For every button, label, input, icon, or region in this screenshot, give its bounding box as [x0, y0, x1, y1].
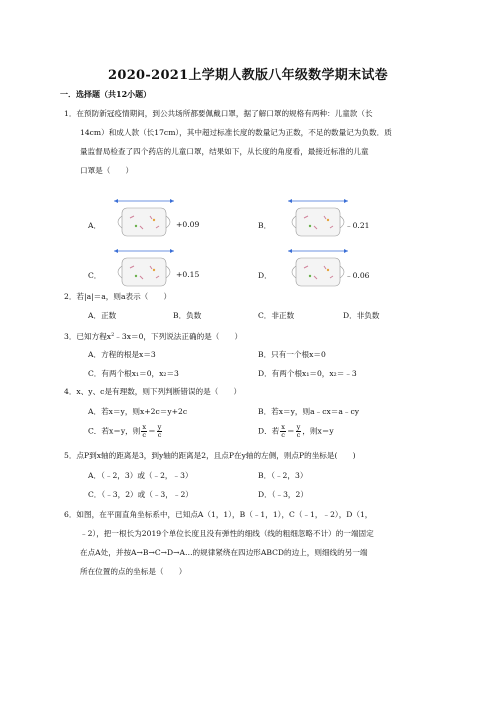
- q1-line-2: 14cm）和成人款（长17cm），其中超过标准长度的数量记为正数，不足的数量记为负数．质: [80, 128, 392, 137]
- exam-title: 2020-2021上学期人教版八年级数学期末试卷: [108, 68, 388, 83]
- q3-option-c: C．有两个根x₁＝0，x₂＝3: [88, 369, 179, 378]
- q4-option-c: C．若x＝y，则 $\frac{x}{c}$ ＝ $\frac{y}{c}$: [88, 423, 162, 439]
- q1-option-c-value: +0.15: [176, 270, 200, 279]
- q5-option-d: D．（﹣3，2）: [258, 490, 308, 499]
- frac-denominator: c: [281, 431, 285, 439]
- q6-line-4: 所在位置的点的坐标是（ ）: [80, 567, 187, 576]
- q3-stem-b: ﹣3x＝0，下列说法正确的是（ ）: [114, 332, 243, 341]
- q1-option-d-label: D．: [258, 271, 272, 280]
- q1-option-a-label: A．: [88, 221, 102, 230]
- mask-image-b: [284, 196, 352, 242]
- q3-stem: [64, 330, 242, 342]
- q4-option-b: B．若x＝y，则a﹣cx＝a﹣cy: [258, 407, 360, 416]
- q2-stem: 2．若|a|＝a，则a表示（ ）: [64, 292, 172, 301]
- q3-stem-sup: 2: [111, 332, 115, 338]
- q3-option-d: D．有两个根x₁＝0，x₂＝﹣3: [258, 369, 357, 378]
- q4-option-d-prefix: D．若: [258, 426, 280, 436]
- q2-option-d: D．非负数: [343, 311, 380, 320]
- q4-option-d: D．若 $\frac{x}{c}$ ＝ $\frac{y}{c}$ ，则x＝y: [258, 423, 334, 439]
- q1-line-4: 口罩是（ ）: [80, 166, 134, 175]
- q4-option-c-prefix: C．若x＝y，则: [88, 426, 141, 436]
- q6-line-3: 在点A处，并按A→B→C→D→A…的规律紧绕在四边形ABCD的边上，则细线的另一端: [80, 548, 368, 557]
- q1-option-a-value: +0.09: [176, 220, 200, 229]
- mask-image-c: [110, 246, 178, 292]
- q2-option-c: C．非正数: [258, 311, 295, 320]
- q4-option-a: A．若x＝y，则x+2c＝y+2c: [88, 407, 188, 416]
- mask-image-d: [284, 246, 352, 292]
- q5-stem: 5．点P到x轴的距离是3，到y轴的距离是2，且点P在y轴的左侧，则点P的坐标是( ): [64, 451, 356, 460]
- q5-option-b: B．（﹣2，3）: [258, 471, 308, 480]
- q4-option-c-fraction-left: [141, 424, 147, 439]
- q4-option-d-suffix: ，则x＝y: [302, 426, 334, 436]
- q4-option-d-fraction-right: [296, 424, 302, 439]
- frac-numerator: y: [157, 423, 162, 431]
- q4-option-c-fraction-right: [157, 424, 163, 439]
- q6-line-2: ﹣2），把一根长为2019个单位长度且没有弹性的细线（线的粗细忽略不计）的一端固定: [80, 529, 374, 538]
- q1-line-3: 量监督局检查了四个药店的儿童口罩，结果如下，从长度的角度看，最接近标准的儿童: [80, 147, 369, 156]
- frac-numerator: x: [281, 423, 285, 431]
- q4-option-d-fraction-left: [280, 424, 286, 439]
- q3-stem-a: 3．已知方程x: [64, 332, 112, 341]
- frac-numerator: y: [296, 423, 301, 431]
- mask-image-a: [110, 196, 178, 242]
- q1-option-c-label: C．: [88, 271, 102, 280]
- q6-line-1: 6．如图，在平面直角坐标系中，已知点A（1，1），B（﹣1，1），C（﹣1，﹣2），D（1，: [64, 510, 373, 519]
- q1-option-b-value: ﹣0.21: [345, 221, 370, 230]
- frac-numerator: x: [142, 423, 147, 431]
- q3-option-b: B．只有一个根x＝0: [258, 350, 326, 359]
- q2-option-a: A．正数: [88, 311, 117, 320]
- q1-option-b-label: B．: [258, 221, 272, 230]
- frac-denominator: c: [157, 431, 162, 439]
- frac-denominator: c: [296, 431, 301, 439]
- section-heading: 一．选择题（共12小题）: [60, 89, 152, 99]
- q1-line-1: 1．在预防新冠疫情期间，到公共场所都要佩戴口罩，据了解口罩的规格有两种：儿童款（长: [64, 109, 373, 118]
- frac-denominator: c: [142, 431, 147, 439]
- q4-stem: 4．x、y、c是有理数，则下列判断错误的是（ ）: [64, 387, 242, 396]
- q1-option-d-value: ﹣0.06: [345, 271, 370, 280]
- q5-option-a: A．（﹣2，3）或（﹣2，﹣3）: [88, 471, 193, 480]
- q3-option-a: A．方程的根是x＝3: [88, 350, 156, 359]
- q5-option-c: C．（﹣3，2）或（﹣3，﹣2）: [88, 490, 193, 499]
- q2-option-b: B．负数: [173, 311, 202, 320]
